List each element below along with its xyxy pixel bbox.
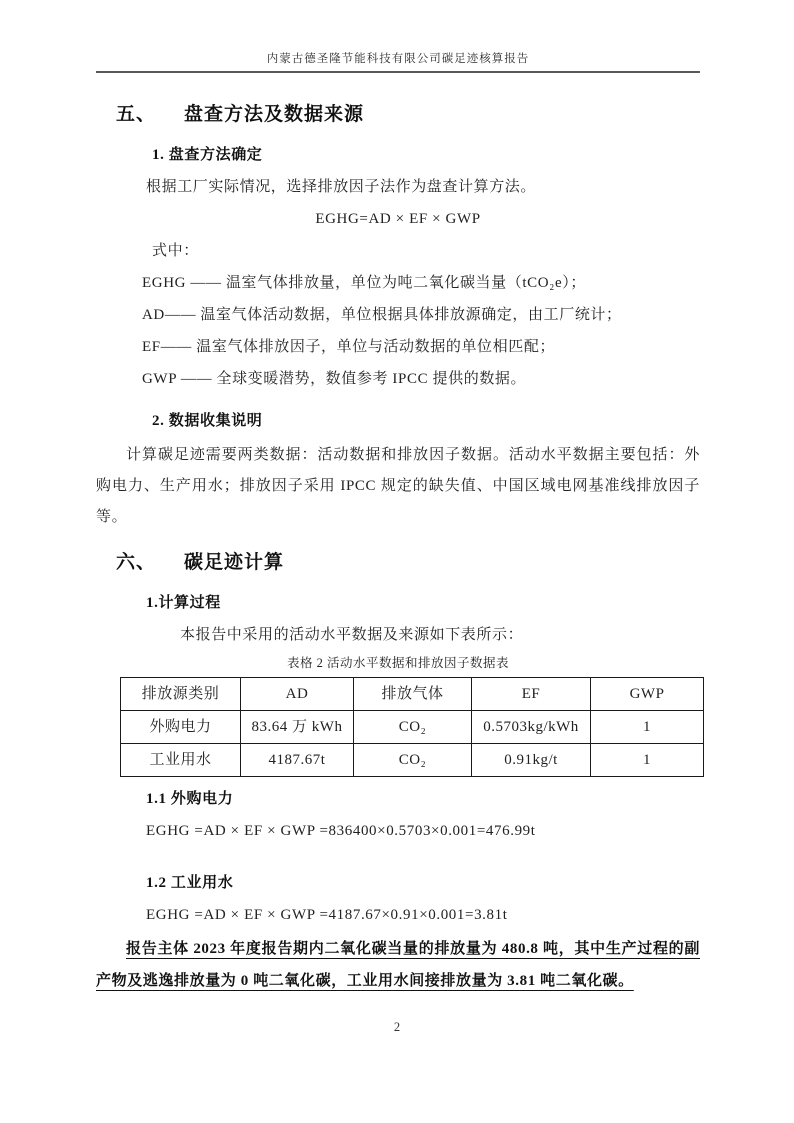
col-header-gas: 排放气体	[354, 678, 472, 711]
table-intro-text: 本报告中采用的活动水平数据及来源如下表所示：	[180, 627, 524, 643]
section-5-number: 五、	[116, 104, 157, 125]
method-intro-paragraph: 根据工厂实际情况，选择排放因子法作为盘查计算方法。	[146, 179, 537, 195]
page-content	[0, 101, 794, 997]
definition-ad: AD—— 温室气体活动数据，单位根据具体排放源确定，由工厂统计；	[142, 307, 622, 323]
activity-data-table	[120, 677, 704, 777]
section-6-heading	[96, 549, 700, 577]
electricity-calc-formula: EGHG =AD × EF × GWP =836400×0.5703×0.001=476.99t	[146, 823, 536, 839]
cell-gwp: 1	[591, 711, 704, 744]
report-title: 内蒙古德圣隆节能科技有限公司碳足迹核算报告	[266, 53, 530, 65]
col-header-source: 排放源类别	[121, 678, 241, 711]
method-subheading: 1. 盘查方法确定	[152, 147, 263, 163]
definition-gwp: GWP —— 全球变暖潜势，数值参考 IPCC 提供的数据。	[142, 371, 527, 387]
conclusion-paragraph: 报告主体 2023 年度报告期内二氧化碳当量的排放量为 480.8 吨，其中生产过程的副产物及逃逸排放量为 0 吨二氧化碳，工业用水间接排放量为 3.81 吨二氧化碳。	[96, 941, 700, 989]
cell-gas: CO₂	[354, 744, 472, 777]
col-header-ef: EF	[472, 678, 591, 711]
section-5-title: 盘查方法及数据来源	[184, 104, 365, 125]
water-calc-formula: EGHG =AD × EF × GWP =4187.67×0.91×0.001=3.81t	[146, 907, 508, 923]
water-subheading: 1.2 工业用水	[146, 875, 234, 891]
cell-ef: 0.5703kg/kWh	[472, 711, 591, 744]
ghg-formula: EGHG=AD × EF × GWP	[315, 211, 481, 227]
definition-ef: EF—— 温室气体排放因子，单位与活动数据的单位相匹配；	[142, 339, 556, 355]
electricity-subheading: 1.1 外购电力	[146, 791, 234, 807]
data-collection-subheading: 2. 数据收集说明	[152, 413, 263, 429]
cell-gas: CO₂	[354, 711, 472, 744]
table-row-electricity	[121, 711, 704, 744]
table-header-row	[121, 678, 704, 711]
page-number: 2	[393, 1020, 401, 1034]
col-header-ad: AD	[241, 678, 354, 711]
data-collection-paragraph: 计算碳足迹需要两类数据：活动数据和排放因子数据。活动水平数据主要包括：外购电力、生产用水；排放因子采用 IPCC 规定的缺失值、中国区域电网基准线排放因子等。	[96, 447, 700, 525]
table-row-water	[121, 744, 704, 777]
section-6-number: 六、	[116, 552, 157, 573]
cell-source: 外购电力	[121, 711, 241, 744]
definition-eghg: EGHG —— 温室气体排放量，单位为吨二氧化碳当量（tCO₂e）；	[142, 275, 586, 291]
running-header	[96, 0, 700, 73]
cell-ef: 0.91kg/t	[472, 744, 591, 777]
table-caption: 表格 2 活动水平数据和排放因子数据表	[286, 656, 509, 670]
col-header-gwp: GWP	[591, 678, 704, 711]
cell-ad: 83.64 万 kWh	[241, 711, 354, 744]
cell-gwp: 1	[591, 744, 704, 777]
section-5-heading	[96, 101, 700, 129]
where-label: 式中：	[152, 243, 199, 259]
calc-process-subheading: 1.计算过程	[146, 595, 221, 611]
section-6-title: 碳足迹计算	[184, 552, 285, 573]
cell-ad: 4187.67t	[241, 744, 354, 777]
cell-source: 工业用水	[121, 744, 241, 777]
